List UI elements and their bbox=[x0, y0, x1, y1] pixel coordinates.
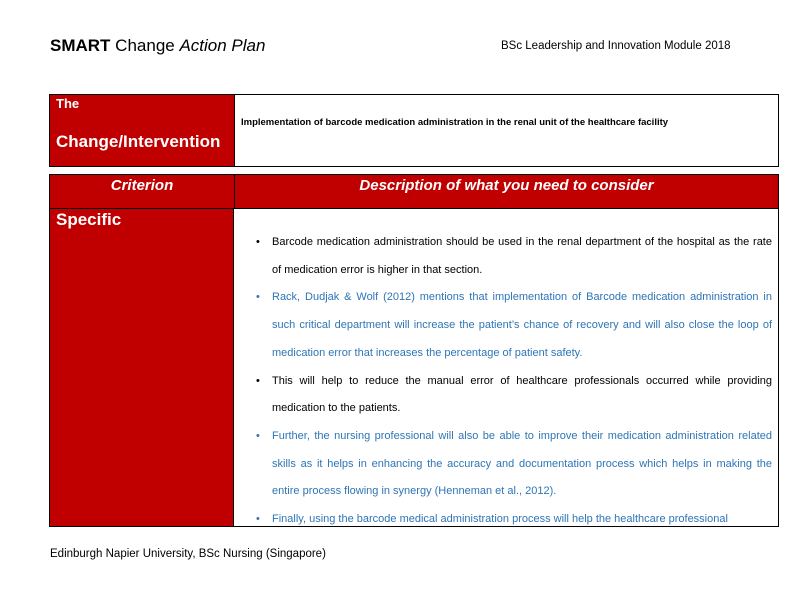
bullet-list bbox=[256, 229, 772, 527]
bullet-dot-icon: • bbox=[256, 291, 260, 304]
list-item bbox=[256, 423, 772, 506]
table-header-row bbox=[50, 175, 778, 209]
bullet-dot-icon: • bbox=[256, 236, 260, 248]
footer-text: Edinburgh Napier University, BSc Nursing (Singapore) bbox=[50, 548, 326, 560]
smart-criteria-table bbox=[49, 174, 779, 527]
column-header-description: Description of what you need to consider bbox=[359, 177, 654, 194]
change-label-line2: Change/Intervention bbox=[56, 132, 221, 151]
change-label-line1: The bbox=[56, 96, 80, 111]
list-item-text: Barcode medication administration should be used in the renal department of the hospital as the rate of medication error is higher in that section. bbox=[272, 236, 772, 276]
list-item bbox=[256, 284, 772, 367]
change-intervention-table bbox=[49, 94, 779, 167]
criterion-cell: Specific bbox=[50, 209, 234, 527]
module-label: BSc Leadership and Innovation Module 2018 bbox=[501, 40, 731, 52]
bullet-dot-icon: • bbox=[256, 429, 260, 442]
list-item-text: This will help to reduce the manual error of healthcare professionals occurred while providing medication to the patients. bbox=[272, 374, 772, 415]
title-italic: Action Plan bbox=[179, 36, 266, 55]
page-title bbox=[50, 36, 265, 56]
list-item-text: Finally, using the barcode medical administration process will help the healthcare professional bbox=[272, 513, 728, 526]
list-item-text: Further, the nursing professional will also be able to improve their medication administration related skills as it helps in enhancing the accuracy and documentation process which helps in making the entire process flowing in synergy (Henneman et al., 2012). bbox=[272, 429, 772, 498]
change-text: Implementation of barcode medication administration in the renal unit of the healthcare facility bbox=[241, 117, 669, 128]
list-item bbox=[256, 368, 772, 423]
list-item bbox=[256, 229, 772, 284]
bullet-dot-icon: • bbox=[256, 374, 260, 387]
title-mid: Change bbox=[110, 36, 180, 55]
title-bold: SMART bbox=[50, 36, 111, 55]
change-text-cell bbox=[235, 95, 778, 166]
list-item bbox=[256, 506, 772, 527]
table-row-specific bbox=[50, 209, 778, 527]
change-label-cell bbox=[50, 95, 235, 166]
list-item-text: Rack, Dudjak & Wolf (2012) mentions that implementation of Barcode medication administration in such critical department will increase the patient’s chance of recovery and will also close the loop of medication error that increases the percentage of patient safety. bbox=[272, 291, 772, 359]
description-cell bbox=[234, 209, 778, 527]
column-header-criterion: Criterion bbox=[50, 175, 235, 208]
bullet-dot-icon: • bbox=[256, 513, 260, 526]
